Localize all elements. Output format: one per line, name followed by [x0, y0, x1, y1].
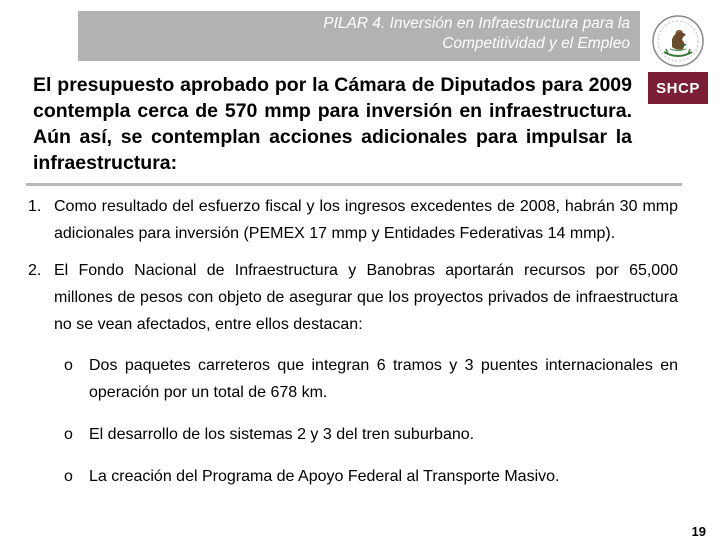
sub-list-item — [26, 352, 678, 406]
intro-paragraph: El presupuesto aprobado por la Cámara de Diputados para 2009 contempla cerca de 570 mmp para inversión en infraestructura. Aún así, se contemplan acciones adicionales para impulsar la infraestructura: — [33, 74, 632, 174]
sub-list-item-text: El desarrollo de los sistemas 2 y 3 del tren suburbano. — [89, 426, 475, 443]
divider — [26, 183, 682, 186]
bullet-icon: o — [64, 426, 73, 443]
page-number: 19 — [691, 524, 706, 539]
sub-list-item — [26, 421, 678, 448]
shcp-logo: SHCP — [648, 72, 708, 104]
sub-list — [26, 352, 678, 490]
sub-list-item-text: La creación del Programa de Apoyo Federal al Transporte Masivo. — [89, 468, 560, 485]
slide-title: PILAR 4. Inversión en Infraestructura para la Competitividad y el Empleo — [323, 15, 630, 52]
list-item-text: El Fondo Nacional de Infraestructura y Banobras aportarán recursos por 65,000 millones de pesos con objeto de asegurar que los proyectos privados de infraestructura no se vean afectados, entre ellos destacan: — [54, 262, 678, 333]
header-band — [78, 11, 640, 61]
bullet-icon: o — [64, 357, 73, 374]
bullet-icon: o — [64, 468, 73, 485]
sub-list-item-text: Dos paquetes carreteros que integran 6 tramos y 3 puentes internacionales en operación por un total de 678 km. — [89, 357, 678, 401]
coat-of-arms-logo — [646, 12, 710, 70]
list-item-number: 1. — [28, 198, 42, 215]
list-item — [26, 257, 678, 338]
list-item-text: Como resultado del esfuerzo fiscal y los ingresos excedentes de 2008, habrán 30 mmp adicionales para inversión (PEMEX 17 mmp y Entidades Federativas 14 mmp). — [54, 198, 678, 242]
numbered-list — [26, 193, 678, 490]
list-item — [26, 193, 678, 247]
list-item-number: 2. — [28, 262, 42, 279]
sub-list-item — [26, 463, 678, 490]
mexican-coat-of-arms-icon — [650, 13, 706, 69]
